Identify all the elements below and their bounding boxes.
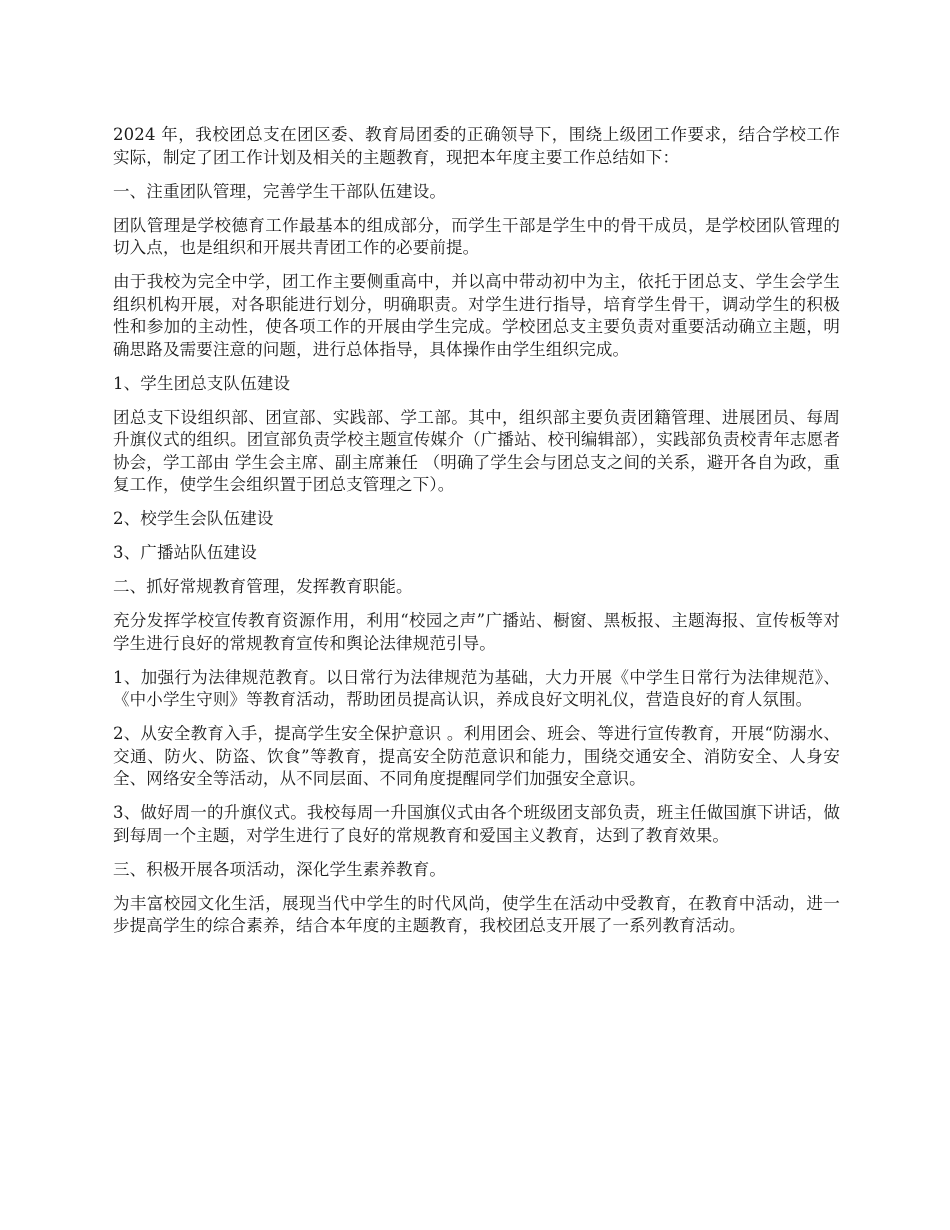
list-item-2-3: 3、做好周一的升旗仪式。我校每周一升国旗仪式由各个班级团支部负责，班主任做国旗下讲话，做到每周一个主题，对学生进行了良好的常规教育和爱国主义教育，达到了教育效果。 [113, 803, 840, 845]
subsection-heading-1-2: 2、校学生会队伍建设 [113, 509, 274, 528]
body-paragraph: 团队管理是学校德育工作最基本的组成部分，而学生干部是学生中的骨干成员，是学校团队管理的切入点，也是组织和开展共青团工作的必要前提。 [113, 215, 840, 257]
body-paragraph: 充分发挥学校宣传教育资源作用，利用“校园之声”广播站、橱窗、黑板报、主题海报、宣传板等对学生进行良好的常规教育宣传和舆论法律规范引导。 [113, 611, 840, 653]
subsection-heading-1-3: 3、广播站队伍建设 [113, 543, 257, 562]
intro-paragraph: 2024 年，我校团总支在团区委、教育局团委的正确领导下，围绕上级团工作要求，结合学校工作实际，制定了团工作计划及相关的主题教育，现把本年度主要工作总结如下： [113, 125, 840, 167]
list-item-2-1: 1、加强行为法律规范教育。以日常行为法律规范为基础，大力开展《中学生日常行为法律规范》、《中小学生守则》等教育活动，帮助团员提高认识，养成良好文明礼仪，营造良好的育人氛围。 [113, 667, 840, 709]
body-paragraph: 由于我校为完全中学，团工作主要侧重高中，并以高中带动初中为主，依托于团总支、学生会学生组织机构开展，对各职能进行划分，明确职责。对学生进行指导，培育学生骨干，调动学生的积极性和参加的主动性，使各项工作的开展由学生完成。学校团总支主要负责对重要活动确立主题，明确思路及需要注意的问题，进行总体指导，具体操作由学生组织完成。 [113, 272, 840, 359]
body-paragraph: 团总支下设组织部、团宣部、实践部、学工部。其中，组织部主要负责团籍管理、进展团员、每周升旗仪式的组织。团宣部负责学校主题宣传媒介（广播站、校刊编辑部），实践部负责校青年志愿者协会，学工部由 学生会主席、副主席兼任 （明确了学生会与团总支之间的关系，避开各自为政，重复工作，使学生会组织置于团总支管理之下）。 [113, 407, 840, 494]
subsection-heading-1-1: 1、学生团总支队伍建设 [113, 373, 291, 393]
document-body [113, 124, 840, 949]
body-paragraph: 为丰富校园文化生活，展现当代中学生的时代风尚，使学生在活动中受教育，在教育中活动，进一步提高学生的综合素养，结合本年度的主题教育，我校团总支开展了一系列教育活动。 [113, 893, 840, 935]
section-heading-2: 二、抓好常规教育管理，发挥教育职能。 [113, 577, 413, 596]
section-heading-3: 三、积极开展各项活动，深化学生素养教育。 [113, 859, 446, 879]
list-item-2-2: 2、从安全教育入手，提高学生安全保护意识 。利用团会、班会、等进行宣传教育，开展“防溺水、交通、防火、防盗、饮食”等教育，提高安全防范意识和能力，围绕交通安全、消防安全、人身安全、网络安全等活动，从不同层面、不同角度提醒同学们加强安全意识。 [113, 724, 840, 788]
section-heading-1: 一、注重团队管理，完善学生干部队伍建设。 [113, 181, 446, 201]
